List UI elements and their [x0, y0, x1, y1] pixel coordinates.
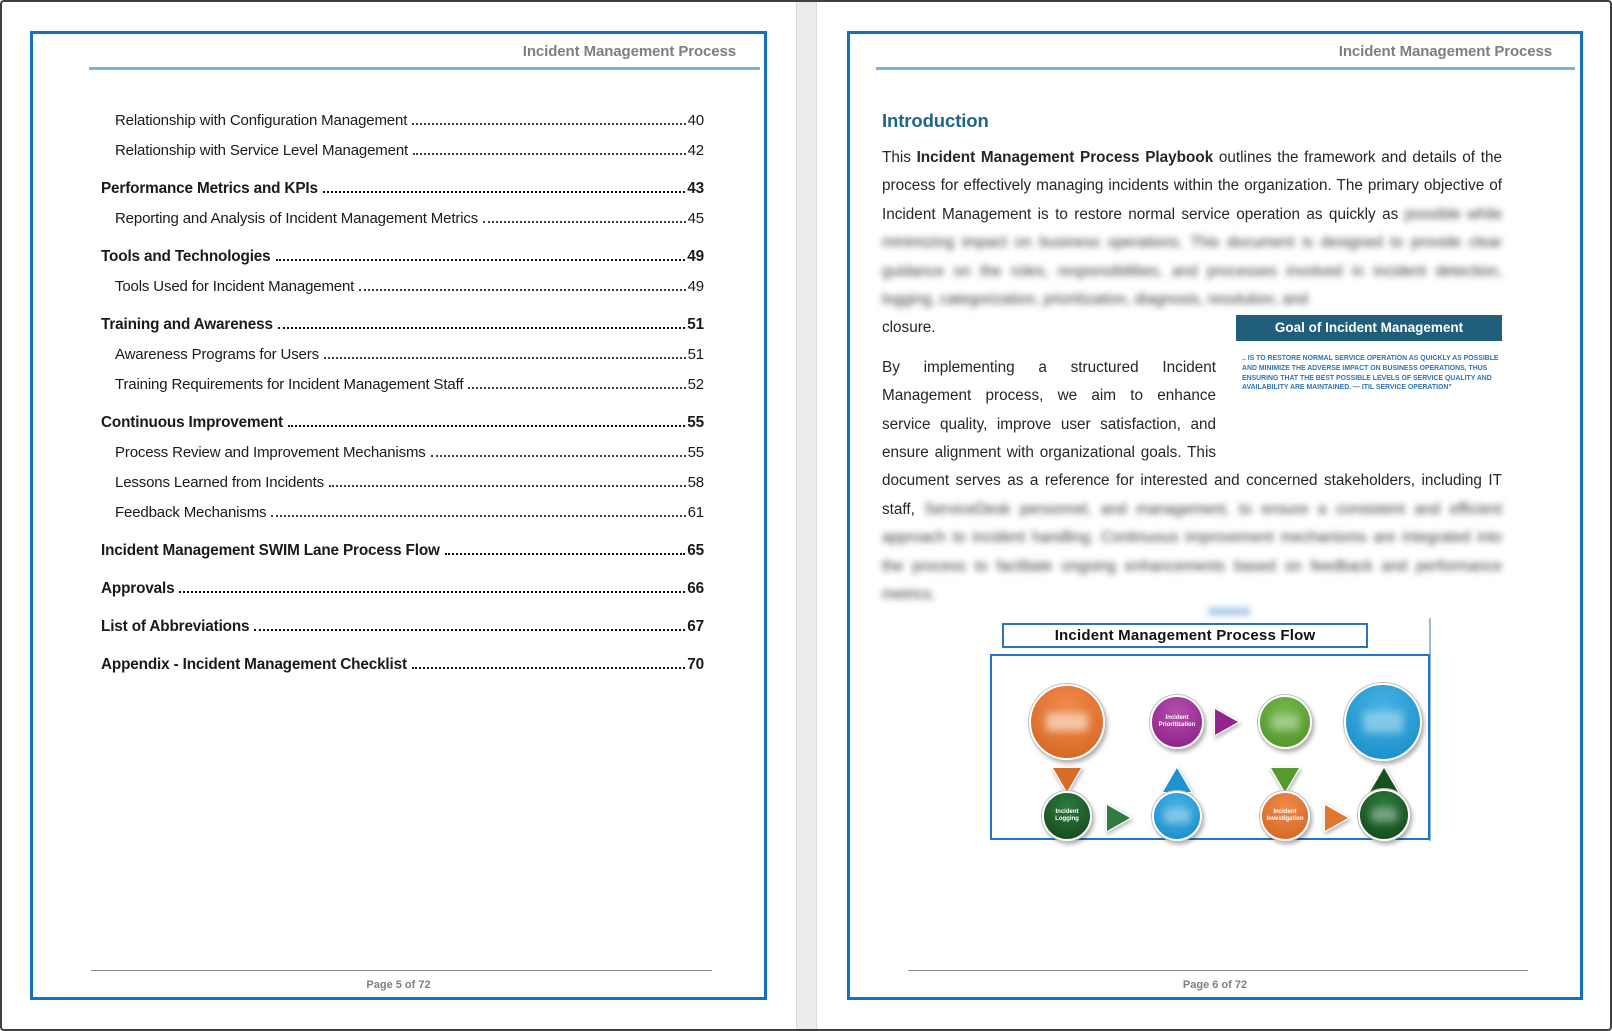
goal-quote-text: .. IS TO RESTORE NORMAL SERVICE OPERATION AS QUICKLY AS POSSIBLE AND MINIMIZE THE ADVERSE IMPACT ON BUSINESS OPERATIONS, THUS ENSURING THAT THE BEST POSSIBLE LEVELS OF SERVICE QUALITY AND AVAILABILITY ARE MAINTAINED. [1242, 355, 1499, 392]
intro-paragraph-1-end: closure. [882, 319, 936, 337]
toc-entry-page-number: 49 [687, 248, 704, 265]
toc-entry-label: Incident Management SWIM Lane Process Flow [101, 542, 440, 559]
toc-entry-label: Approvals [101, 580, 175, 597]
goal-callout [1236, 315, 1502, 392]
toc-entry[interactable] [101, 180, 704, 210]
toc-entry-page-number: 67 [687, 618, 704, 635]
para2-blurred-text: ServiceDesk personnel, and management, to ensure a consistent and efficient approach to incident handling. Continuous improvement mechanisms are integrated into the process to facilitate ongoing enhancements based on feedback and performance metrics. [882, 500, 1502, 604]
toc-entry-page-number: 51 [687, 346, 704, 363]
toc-entry[interactable] [101, 316, 704, 346]
toc-entry-label: Relationship with Service Level Management [115, 142, 409, 159]
header-rule [89, 67, 760, 70]
toc-entry[interactable] [101, 142, 704, 172]
flow-node-incident-investigation [1260, 791, 1310, 841]
toc-entry[interactable] [101, 444, 704, 474]
toc-dot-leader [324, 357, 686, 359]
flow-node-label: Incident Investigation [1266, 808, 1304, 822]
para1-lead: This [882, 149, 917, 166]
page-number-footer: Page 5 of 72 [366, 979, 431, 991]
goal-callout-quote [1236, 354, 1502, 392]
toc-entry-page-number: 55 [687, 414, 704, 431]
toc-entry-label: Feedback Mechanisms [115, 504, 267, 521]
toc-entry[interactable] [101, 580, 704, 610]
toc-entry[interactable] [101, 376, 704, 406]
toc-dot-leader [483, 221, 686, 223]
toc-entry-page-number: 66 [687, 580, 704, 597]
toc-dot-leader [412, 667, 685, 669]
toc-entry-label: Lessons Learned from Incidents [115, 474, 324, 491]
flow-node-incident-closure [1344, 683, 1422, 761]
toc-entry-page-number: 42 [687, 142, 704, 159]
toc-dot-leader [288, 425, 685, 427]
toc-entry[interactable] [101, 414, 704, 444]
intro-paragraph-1 [882, 144, 1502, 314]
toc-entry-label: Performance Metrics and KPIs [101, 180, 318, 197]
page-header-title: Incident Management Process [522, 43, 736, 60]
footer-rule [91, 970, 712, 972]
toc-entry-label: Training Requirements for Incident Management Staff [115, 376, 464, 393]
toc-entry-label: Training and Awareness [101, 316, 273, 333]
footer-rule [908, 970, 1528, 972]
toc-entry[interactable] [101, 542, 704, 572]
flow-node-incident-detection [1029, 684, 1105, 760]
toc-entry-page-number: 58 [687, 474, 704, 491]
toc-entry-label: Reporting and Analysis of Incident Management Metrics [115, 210, 479, 227]
arrow-down-orange-icon [1051, 766, 1083, 794]
toc-entry-page-number: 55 [687, 444, 704, 461]
process-flow-title-box: Incident Management Process Flow [1002, 623, 1368, 648]
page-header-title: Incident Management Process [1338, 43, 1552, 60]
toc-entry-page-number: 52 [687, 376, 704, 393]
toc-entry-page-number: 49 [687, 278, 704, 295]
toc-dot-leader [412, 123, 685, 125]
flow-node-incident-resolution [1358, 789, 1410, 841]
section-heading: Introduction [882, 110, 989, 131]
toc-entry-page-number: 43 [687, 180, 704, 197]
toc-entry[interactable] [101, 112, 704, 142]
toc-entry[interactable] [101, 618, 704, 648]
toc-entry-label: Continuous Improvement [101, 414, 283, 431]
page-5 [30, 31, 767, 1000]
toc-dot-leader [359, 289, 685, 291]
toc-entry-page-number: 65 [687, 542, 704, 559]
toc-entry-page-number: 61 [687, 504, 704, 521]
toc-entry[interactable] [101, 248, 704, 278]
para1-body: outlines the framework and details of the process for effectively managing incidents within the organization. The primary objective of Incident Management is to restore normal service operation as quickly as [882, 149, 1502, 223]
blurred-node-label [1271, 715, 1299, 730]
toc-entry-page-number: 40 [687, 112, 704, 129]
toc-dot-leader [329, 485, 686, 487]
goal-quote-attribution: — ITIL SERVICE OPERATION” [1353, 384, 1452, 392]
toc-entry[interactable] [101, 656, 704, 686]
toc-entry-label: Process Review and Improvement Mechanisms [115, 444, 426, 461]
flow-node-label: Incident Prioritization [1158, 714, 1196, 728]
toc-dot-leader [278, 327, 685, 329]
para1-bold-title: Incident Management Process Playbook [916, 149, 1214, 166]
toc-entry-label: Tools Used for Incident Management [115, 278, 355, 295]
toc-dot-leader [431, 455, 686, 457]
toc-dot-leader [413, 153, 686, 155]
toc-entry-page-number: 70 [687, 656, 704, 673]
blurred-annotation [1208, 607, 1250, 616]
toc-dot-leader [445, 553, 685, 555]
arrow-right-orange-icon [1323, 803, 1351, 833]
toc-dot-leader [179, 591, 685, 593]
toc-dot-leader [276, 259, 686, 261]
toc-entry[interactable] [101, 278, 704, 308]
toc-dot-leader [323, 191, 685, 193]
arrow-down-green-icon [1269, 766, 1301, 794]
toc-list [101, 112, 704, 686]
flow-node-incident-logging [1042, 791, 1092, 841]
process-flow-canvas [990, 654, 1430, 840]
flow-node-incident-prioritization [1150, 695, 1204, 749]
arrow-right-purple-icon [1213, 707, 1241, 737]
blurred-node-label [1164, 809, 1189, 823]
page-number-footer: Page 6 of 72 [1182, 979, 1248, 991]
toc-entry-label: Awareness Programs for Users [115, 346, 319, 363]
toc-entry-page-number: 45 [687, 210, 704, 227]
toc-entry-page-number: 51 [687, 316, 704, 333]
toc-entry[interactable] [101, 474, 704, 504]
flow-node-label: Incident Logging [1055, 808, 1079, 822]
toc-entry[interactable] [101, 346, 704, 376]
toc-dot-leader [468, 387, 685, 389]
toc-entry-label: Relationship with Configuration Management [115, 112, 408, 129]
goal-wrap [882, 314, 1502, 609]
toc-entry-label: Tools and Technologies [101, 248, 271, 265]
toc-entry[interactable] [101, 210, 704, 240]
blurred-node-label [1371, 808, 1397, 822]
flow-node-incident-categorization [1152, 791, 1202, 841]
blurred-node-label [1363, 711, 1404, 733]
toc-dot-leader [254, 629, 685, 631]
para2-visible-text: By implementing a structured Incident Management process, we aim to enhance service quality, improve user satisfaction, and ensure alignment with organizational goals. This document serves as a reference for interested and concerned stakeholders, including IT staff, [882, 358, 1502, 518]
toc-entry-label: Appendix - Incident Management Checklist [101, 656, 407, 673]
page-6 [847, 31, 1583, 1000]
para1-blurred-text: possible while minimizing impact on business operations. This document is designed to provide clear guidance on the roles, responsibilities, and processes involved in incident detection, logging, categorization, prioritization, diagnosis, resolution, and [882, 205, 1502, 309]
page-content [882, 110, 1502, 610]
arrow-up-blue-icon [1161, 766, 1193, 794]
page-gap-divider [796, 2, 817, 1029]
flow-node-initial-diagnosis [1258, 695, 1312, 749]
toc-entry-label: List of Abbreviations [101, 618, 250, 635]
header-rule [876, 67, 1575, 70]
goal-callout-title: Goal of Incident Management [1236, 315, 1502, 341]
toc-entry[interactable] [101, 504, 704, 534]
toc-dot-leader [271, 515, 685, 517]
blurred-node-label [1046, 713, 1088, 732]
arrow-right-green-icon [1105, 803, 1133, 833]
